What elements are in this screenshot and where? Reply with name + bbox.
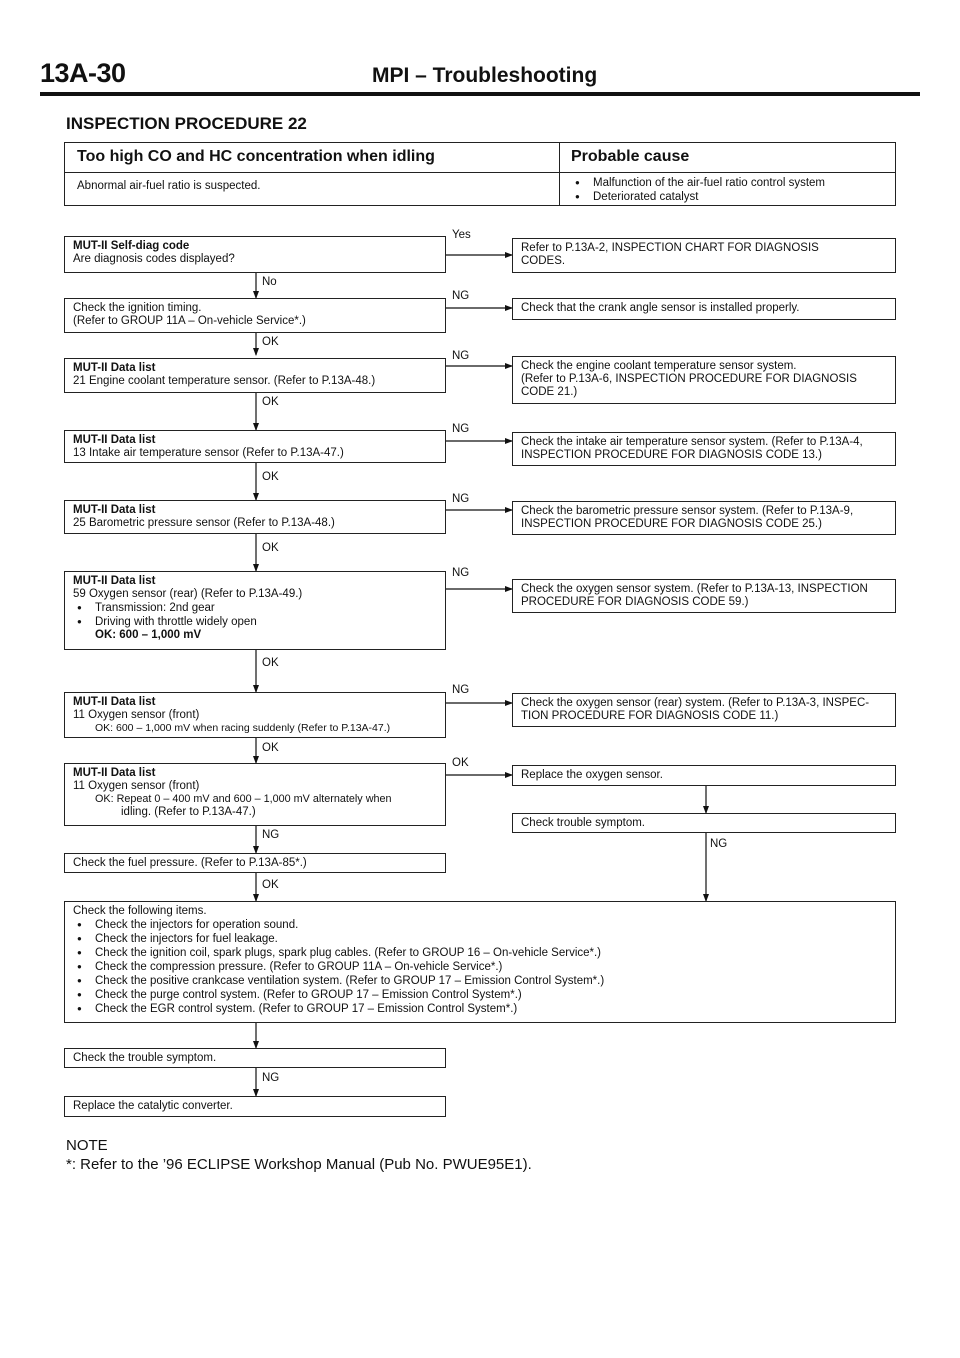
result-oxygen-sensor-system (512, 579, 896, 613)
step-heading: MUT-II Data list (73, 362, 156, 374)
connector-label-ok: OK (452, 757, 469, 769)
step-text: 21 Engine coolant temperature sensor. (Refer to P.13A-48.) (73, 375, 376, 387)
connector-label-ng: NG (452, 350, 470, 362)
connector-label-ng: NG (710, 838, 728, 850)
connector-label-no: No (262, 276, 277, 288)
step-text: 11 Oxygen sensor (front) (73, 780, 200, 792)
footnote (66, 1136, 532, 1174)
result-text: Check the engine coolant temperature sensor system. (521, 360, 797, 372)
step-text: Check the following items. (73, 905, 207, 917)
step-bullet: ● Check the injectors for fuel leakage. (73, 932, 887, 946)
connector-label-ng: NG (452, 684, 470, 696)
step-text: 59 Oxygen sensor (rear) (Refer to P.13A-49.) (73, 588, 303, 600)
connector-label-ok: OK (262, 336, 279, 348)
connector-label-ng: NG (452, 423, 470, 435)
step-oxygen-sensor-front-idling (64, 763, 446, 826)
connector-label-ng: NG (262, 829, 280, 841)
step-heading: MUT-II Data list (73, 767, 156, 779)
step-bullet: ● Check the compression pressure. (Refer to GROUP 11A – On-vehicle Service*.) (73, 960, 887, 974)
connector-label-ok: OK (262, 742, 279, 754)
connector-label-ok: OK (262, 396, 279, 408)
step-text: (Refer to GROUP 11A – On-vehicle Service*.) (73, 315, 306, 327)
result-text: Check the oxygen sensor system. (Refer to P.13A-13, INSPECTION (521, 583, 868, 595)
step-oxygen-sensor-rear (64, 571, 446, 650)
cause-header: Probable cause (571, 148, 690, 165)
step-heading: MUT-II Data list (73, 575, 156, 587)
step-text: 11 Oxygen sensor (front) (73, 709, 200, 721)
step-barometric-pressure-sensor (64, 500, 446, 534)
step-self-diag (64, 236, 446, 273)
connector-label-ok: OK (262, 471, 279, 483)
result-text: Check that the crank angle sensor is installed properly. (521, 302, 800, 314)
step-replace-catalytic-converter (64, 1096, 446, 1117)
note-title: NOTE (66, 1137, 108, 1154)
step-bullet: ● Check the ignition coil, spark plugs, spark plug cables. (Refer to GROUP 16 – On-vehicle Service*.) (73, 946, 887, 960)
step-text: 13 Intake air temperature sensor (Refer to P.13A-47.) (73, 447, 344, 459)
step-ok-criteria: OK: 600 – 1,000 mV when racing suddenly (Refer to P.13A-47.) (95, 722, 391, 734)
result-text: TION PROCEDURE FOR DIAGNOSIS CODE 11.) (521, 710, 779, 722)
step-bullet: ● Driving with throttle widely open (73, 615, 437, 629)
result-text: Check the oxygen sensor (rear) system. (Refer to P.13A-3, INSPEC- (521, 697, 870, 709)
result-text: Refer to P.13A-2, INSPECTION CHART FOR DIAGNOSIS (521, 242, 819, 254)
page-number: 13A-30 (40, 58, 126, 88)
step-text: Are diagnosis codes displayed? (73, 253, 235, 265)
step-fuel-pressure (64, 853, 446, 873)
result-text: (Refer to P.13A-6, INSPECTION PROCEDURE FOR DIAGNOSIS (521, 373, 857, 385)
step-bullet: ● Check the injectors for operation sound. (73, 918, 887, 932)
step-heading: MUT-II Data list (73, 504, 156, 516)
result-intake-air-temp-system (512, 432, 896, 466)
connector-label-yes: Yes (452, 229, 471, 241)
page-title: MPI – Troubleshooting (372, 64, 598, 87)
connector-label-ok: OK (262, 542, 279, 554)
step-bullet: ● Check the purge control system. (Refer to GROUP 17 – Emission Control System*.) (73, 988, 887, 1002)
note-text: *: Refer to the ’96 ECLIPSE Workshop Manual (Pub No. PWUE95E1). (66, 1156, 532, 1173)
step-text: Replace the catalytic converter. (73, 1100, 233, 1112)
step-text: Check the fuel pressure. (Refer to P.13A-85*.) (73, 857, 307, 869)
procedure-title: INSPECTION PROCEDURE 22 (66, 114, 307, 133)
result-check-trouble-symptom (512, 813, 896, 833)
step-ok-criteria: OK: 600 – 1,000 mV (95, 629, 202, 641)
step-heading: MUT-II Data list (73, 434, 156, 446)
connector-label-ng: NG (452, 567, 470, 579)
cause-item: ● Malfunction of the air-fuel ratio control system (571, 176, 825, 190)
step-text: idling. (Refer to P.13A-47.) (121, 806, 256, 818)
result-text: CODE 21.) (521, 386, 578, 398)
result-barometric-pressure-system (512, 501, 896, 535)
connector-label-ng: NG (452, 493, 470, 505)
result-text: Check the barometric pressure sensor system. (Refer to P.13A-9, (521, 505, 854, 517)
symptom-header: Too high CO and HC concentration when idling (77, 148, 435, 165)
step-check-trouble-symptom (64, 1048, 446, 1068)
step-heading: MUT-II Data list (73, 696, 156, 708)
step-bullet: ● Transmission: 2nd gear (73, 601, 437, 615)
symptom-text: Abnormal air-fuel ratio is suspected. (77, 180, 261, 192)
step-text: Check the ignition timing. (73, 302, 202, 314)
step-check-following-items (64, 901, 896, 1023)
step-ignition-timing (64, 298, 446, 333)
cause-item: ● Deteriorated catalyst (571, 190, 825, 204)
step-text: 25 Barometric pressure sensor (Refer to P.13A-48.) (73, 517, 335, 529)
step-ok-criteria: OK: Repeat 0 – 400 mV and 600 – 1,000 mV alternately when (95, 793, 392, 805)
result-text: INSPECTION PROCEDURE FOR DIAGNOSIS CODE 13.) (521, 449, 822, 461)
result-replace-oxygen-sensor (512, 765, 896, 786)
step-oxygen-sensor-front-racing (64, 692, 446, 738)
step-heading: MUT-II Self-diag code (73, 240, 190, 252)
result-text: Replace the oxygen sensor. (521, 769, 663, 781)
result-text: CODES. (521, 255, 566, 267)
connector-label-ok: OK (262, 657, 279, 669)
result-oxygen-sensor-rear-system (512, 693, 896, 727)
result-crank-angle-sensor (512, 298, 896, 320)
result-text: PROCEDURE FOR DIAGNOSIS CODE 59.) (521, 596, 749, 608)
step-intake-air-temp-sensor (64, 430, 446, 463)
result-text: Check the intake air temperature sensor system. (Refer to P.13A-4, (521, 436, 863, 448)
connector-label-ok: OK (262, 879, 279, 891)
result-text: Check trouble symptom. (521, 817, 645, 829)
step-coolant-temp-sensor (64, 358, 446, 393)
step-text: Check the trouble symptom. (73, 1052, 217, 1064)
result-text: INSPECTION PROCEDURE FOR DIAGNOSIS CODE 25.) (521, 518, 822, 530)
result-diagnosis-chart (512, 238, 896, 273)
step-bullet: ● Check the EGR control system. (Refer to GROUP 17 – Emission Control System*.) (73, 1002, 887, 1016)
result-coolant-temp-system (512, 356, 896, 404)
step-bullet: ● Check the positive crankcase ventilation system. (Refer to GROUP 17 – Emission Control System*.) (73, 974, 887, 988)
connector-label-ng: NG (452, 290, 470, 302)
connector-label-ng: NG (262, 1072, 280, 1084)
